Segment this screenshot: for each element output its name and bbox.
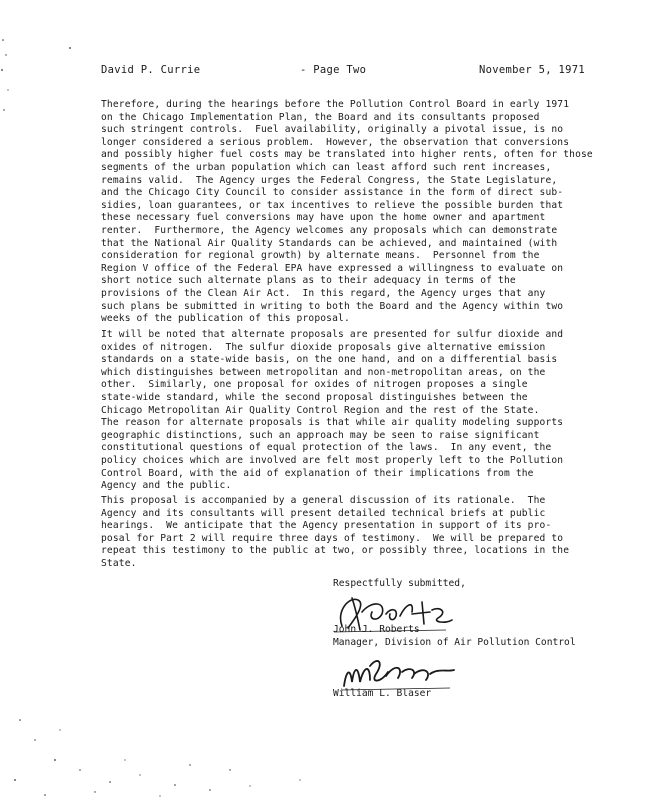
paragraph-line: geographic distinctions, such an approach may be seen to raise significant [101, 429, 540, 441]
paragraph-line: constitutional questions of equal protection of the laws. In any event, the [101, 442, 552, 454]
paragraph-line: other. Similarly, one proposal for oxides of nitrogen proposes a single [101, 379, 528, 391]
paragraph-line: policy choices which are involved are felt most properly left to the Pollution [101, 454, 564, 466]
paragraph-line: that the National Air Quality Standards can be achieved, and maintained (with [101, 237, 558, 249]
paragraph-line: these necessary fuel conversions may have upon the home owner and apartment [101, 212, 546, 224]
body-paragraph-2 [101, 329, 581, 493]
paragraph-line: Region V office of the Federal EPA have expressed a willingness to evaluate on [101, 262, 564, 274]
paragraph-line: remains valid. The Agency urges the Federal Congress, the State Legislature, [101, 174, 558, 186]
paragraph-line: segments of the urban population which can least afford such rent increases, [101, 161, 552, 173]
paragraph-line: Chicago Metropolitan Air Quality Control Region and the rest of the State. [101, 404, 540, 416]
signatory-1 [333, 624, 576, 649]
paragraph-line: Agency and its consultants will present detailed technical briefs at public [101, 507, 546, 519]
paragraph-line: such plans be submitted in writing to both the Board and the Agency within two [101, 300, 564, 312]
paragraph-line: short notice such alternate plans as to their adequacy in terms of the [101, 275, 516, 287]
closing-line: Respectfully submitted, [333, 578, 466, 589]
paragraph-line: longer considered a serious problem. However, the observation that conversions [101, 136, 570, 148]
paragraph-line: weeks of the publication of this proposal. [101, 313, 350, 325]
paragraph-line: state-wide standard, while the second proposal distinguishes between the [101, 391, 528, 403]
paragraph-line: repeat this testimony to the public at two, or possibly three, locations in the [101, 545, 570, 557]
paragraph-line: provisions of the Clean Air Act. In this regard, the Agency urges that any [101, 287, 546, 299]
paragraph-line: standards on a state-wide basis, on the one hand, and on a differential basis [101, 354, 558, 366]
paragraph-line: Therefore, during the hearings before the Pollution Control Board in early 1971 [101, 99, 570, 110]
signatory-1-name: John J. Roberts [333, 624, 420, 635]
paragraph-line: The reason for alternate proposals is that while air quality modeling supports [101, 417, 564, 429]
paragraph-line: Control Board, with the aid of explanation of their implications from the [101, 467, 534, 479]
paragraph-line: consideration for regional growth) by alternate means. Personnel from the [101, 250, 540, 262]
signatory-2 [333, 688, 431, 701]
paragraph-line: It will be noted that alternate proposals are presented for sulfur dioxide and [101, 329, 564, 340]
paragraph-line: hearings. We anticipate that the Agency presentation in support of its pro- [101, 520, 552, 532]
header-date: November 5, 1971 [479, 64, 585, 76]
paragraph-line: and the Chicago City Council to consider assistance in the form of direct sub- [101, 187, 564, 199]
paragraph-line: sidies, loan guarantees, or tax incentives to relieve the possible burden that [101, 199, 564, 211]
paragraph-line: and possibly higher fuel costs may be translated into higher rents, often for those [101, 149, 593, 161]
header-recipient: David P. Currie [101, 64, 201, 76]
signatory-1-title: Manager, Division of Air Pollution Control [333, 636, 576, 648]
paragraph-line: which distinguishes between metropolitan and non-metropolitan areas, on the [101, 366, 546, 378]
signatory-2-name: William L. Blaser [333, 688, 432, 699]
paragraph-line: on the Chicago Implementation Plan, the Board and its consultants proposed [101, 111, 540, 123]
body-paragraph-3 [101, 495, 581, 571]
paragraph-line: Agency and the public. [101, 480, 232, 492]
letter-header [0, 64, 661, 80]
paragraph-line: such stringent controls. Fuel availability, originally a pivotal issue, is no [101, 124, 564, 136]
body-paragraph-1 [101, 99, 593, 326]
paragraph-line: oxides of nitrogen. The sulfur dioxide proposals give alternative emission [101, 341, 546, 353]
paragraph-line: posal for Part 2 will require three days of testimony. We will be prepared to [101, 532, 564, 544]
paragraph-line: State. [101, 557, 137, 569]
paragraph-line: renter. Furthermore, the Agency welcomes any proposals which can demonstrate [101, 224, 558, 236]
paragraph-line: This proposal is accompanied by a general discussion of its rationale. The [101, 495, 546, 506]
header-page-label: - Page Two [300, 64, 367, 76]
